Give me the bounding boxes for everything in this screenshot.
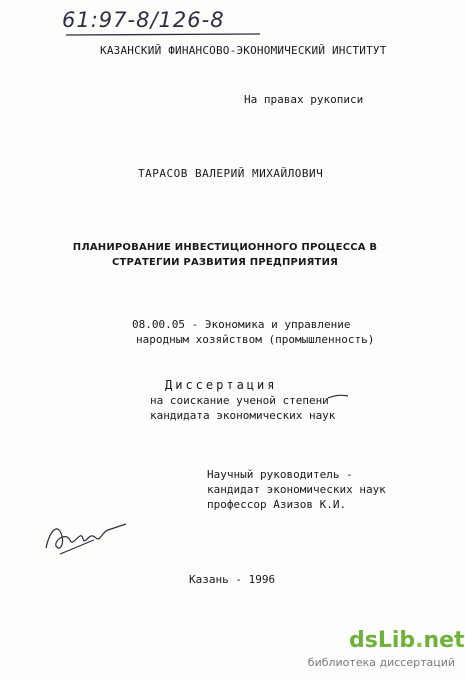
handwritten-signature [40,510,130,560]
dissertation-title-line-1: ПЛАНИРОВАНИЕ ИНВЕСТИЦИОННОГО ПРОЦЕССА В [72,242,378,253]
author-name: ТАРАСОВ ВАЛЕРИЙ МИХАЙЛОВИЧ [138,167,324,180]
manuscript-rights-note: На правах рукописи [244,93,364,106]
advisor-degree: кандидат экономических наук [207,483,386,496]
advisor-role: Научный руководитель - [207,468,353,481]
place-and-year: Казань - 1996 [189,573,276,586]
degree-line-2: кандидата экономических наук [150,409,336,422]
dslib-subtitle: библиотека диссертаций [307,656,455,669]
dslib-logo: dsLib.net [349,628,465,653]
degree-line-1: на соискание ученой степени [150,394,329,407]
advisor-name: профессор Азизов К.И. [207,498,347,511]
shelfmark-underline [64,32,264,38]
handwritten-shelfmark: 61:97-8/126-8 [62,8,225,32]
specialty-code-line-1: 08.00.05 - Экономика и управление [132,318,351,331]
pen-dash-mark [326,392,350,402]
dissertation-title-line-2: СТРАТЕГИИ РАЗВИТИЯ ПРЕДПРИЯТИЯ [111,257,339,268]
specialty-code-line-2: народным хозяйством (промышленность) [136,333,375,346]
document-type: Диссертация [165,378,278,392]
institute-name: КАЗАНСКИЙ ФИНАНСОВО-ЭКОНОМИЧЕСКИЙ ИНСТИТУТ [100,44,387,57]
